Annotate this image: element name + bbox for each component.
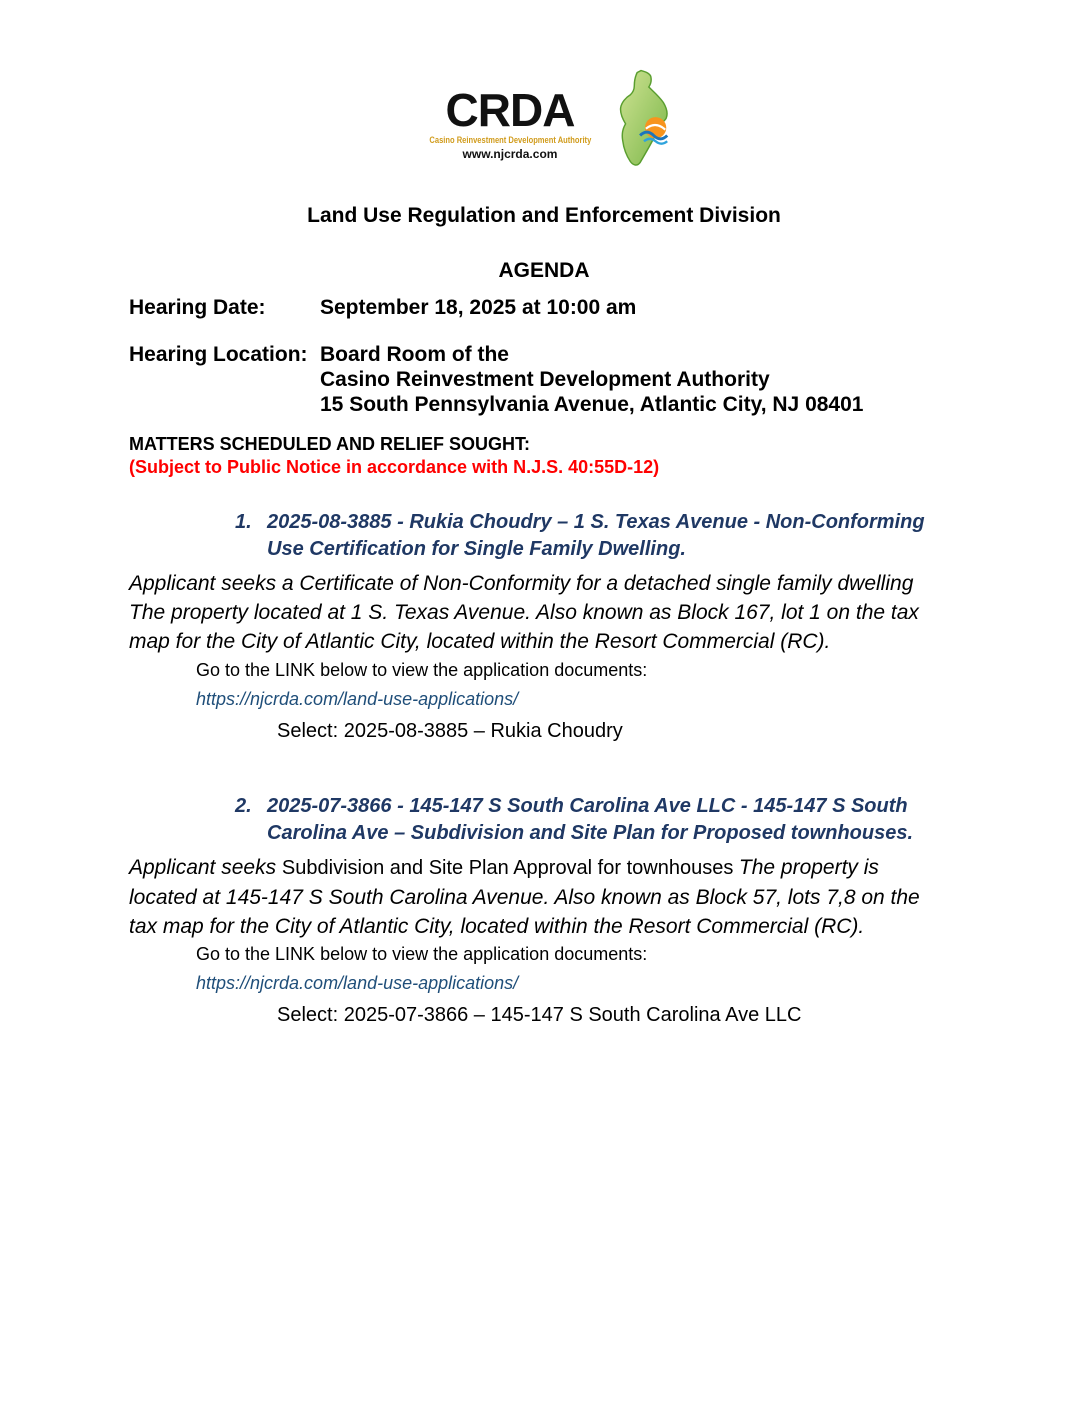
crda-logo bbox=[0, 0, 1088, 175]
link-instruction: Go to the LINK below to view the application documents: bbox=[196, 660, 648, 680]
application-documents-link[interactable]: https://njcrda.com/land-use-applications/ bbox=[196, 689, 519, 709]
agenda-item-title bbox=[235, 509, 968, 563]
agenda-item-number: 2. bbox=[235, 795, 252, 817]
agenda-item-title-text: 2025-07-3866 - 145-147 S South Carolina Ave LLC - 145-147 S South Carolina Ave – Subdivision and Site Plan for Proposed townhouses. bbox=[267, 795, 914, 844]
hearing-date-row bbox=[129, 296, 968, 320]
select-instruction: Select: 2025-08-3885 – Rukia Choudry bbox=[277, 720, 623, 742]
agenda-item-description bbox=[129, 569, 941, 657]
agenda-item-title bbox=[235, 793, 968, 847]
division-heading: Land Use Regulation and Enforcement Division bbox=[307, 204, 781, 227]
matters-heading: MATTERS SCHEDULED AND RELIEF SOUGHT: bbox=[129, 434, 531, 454]
link-instruction: Go to the LINK below to view the application documents: bbox=[196, 944, 648, 964]
application-documents-link[interactable]: https://njcrda.com/land-use-applications/ bbox=[196, 973, 519, 993]
crda-logo-tagline: Casino Reinvestment Development Authority bbox=[429, 134, 591, 145]
select-instruction: Select: 2025-07-3866 – 145-147 S South Carolina Ave LLC bbox=[277, 1004, 802, 1026]
hearing-location-value bbox=[320, 342, 968, 417]
new-jersey-state-icon bbox=[612, 68, 674, 175]
crda-logo-acronym: CRDA bbox=[445, 83, 575, 136]
hearing-date-label: Hearing Date: bbox=[129, 296, 266, 319]
hearing-location-row bbox=[129, 342, 968, 417]
agenda-title: AGENDA bbox=[498, 259, 590, 282]
description-segment: Subdivision and Site Plan Approval for townhouses bbox=[281, 857, 739, 879]
description-segment: Applicant seeks a Certificate of Non-Conformity for a detached single family dwelling The property located at 1 S. Texas Avenue. Also known as Block 167, lot 1 on the tax map for the City of Atlantic City, located within the Resort Commercial (RC). bbox=[129, 572, 919, 653]
hearing-date-value: September 18, 2025 at 10:00 am bbox=[320, 296, 637, 319]
description-segment: The property is located at 145-147 S South Carolina Avenue. Also known as Block 57, lots 7,8 on the tax map for the City of Atlantic City, located within the Resort Commercial (RC). bbox=[129, 856, 920, 938]
agenda-item-title-text: 2025-08-3885 - Rukia Choudry – 1 S. Texas Avenue - Non-Conforming Use Certification for Single Family Dwelling. bbox=[267, 511, 925, 560]
description-segment: Applicant seeks bbox=[129, 856, 282, 879]
crda-logo-text bbox=[414, 83, 607, 161]
hearing-location-line: Board Room of the bbox=[320, 343, 509, 366]
hearing-location-line: Casino Reinvestment Development Authority bbox=[320, 368, 770, 391]
hearing-location-label: Hearing Location: bbox=[129, 343, 308, 366]
agenda-item-description bbox=[129, 853, 941, 941]
crda-logo-website: www.njcrda.com bbox=[462, 146, 558, 161]
hearing-location-line: 15 South Pennsylvania Avenue, Atlantic City, NJ 08401 bbox=[320, 393, 864, 416]
public-notice-text: (Subject to Public Notice in accordance with N.J.S. 40:55D-12) bbox=[129, 457, 660, 477]
agenda-item-number: 1. bbox=[235, 511, 252, 533]
